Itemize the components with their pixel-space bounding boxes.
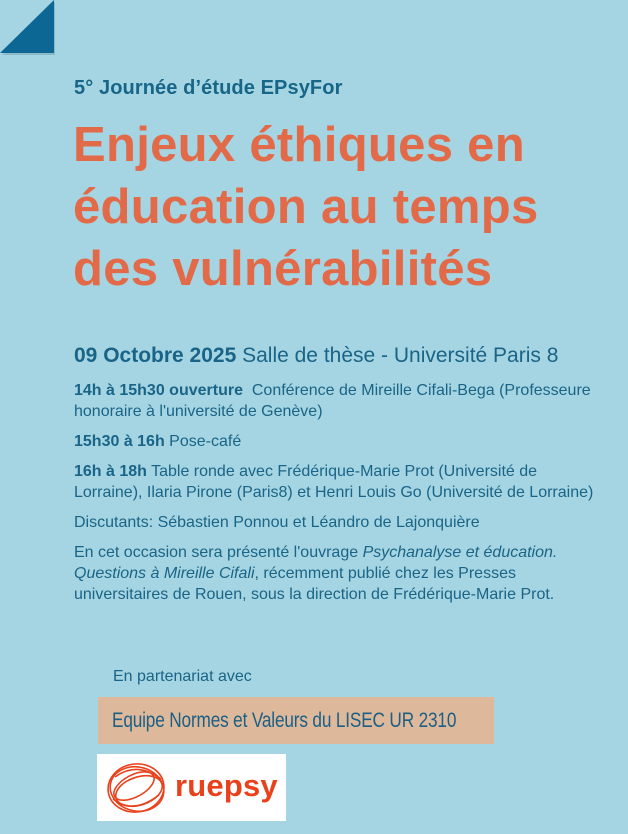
discussants: Discutants: Sébastien Ponnou et Léandro de Lajonquière (74, 514, 480, 531)
book-intro: En cet occasion sera présenté l'ouvrage (74, 544, 363, 561)
book-announcement (74, 542, 604, 605)
event-location: Salle de thèse - Université Paris 8 (236, 344, 559, 367)
scribble-globe-icon (103, 759, 169, 817)
program-item (74, 431, 604, 452)
event-subtitle: 5° Journée d’étude EPsyFor (74, 77, 343, 99)
program-text: Table ronde avec Frédérique-Marie Prot (Université de Lorraine), Ilaria Pirone (Paris8) et Henri Louis Go (Université de Lorraine) (74, 463, 594, 501)
partner-team-name: Equipe Normes et Valeurs du LISEC UR 2310 (112, 708, 457, 732)
program-item (74, 461, 604, 503)
title-line-1: Enjeux éthiques en (73, 118, 525, 172)
program-item (74, 380, 604, 422)
event-date: 09 Octobre 2025 (74, 344, 237, 367)
ruepsy-logo (97, 754, 286, 821)
book-outro: , récemment publié chez les Presses universitaires de Rouen, sous la direction de Frédérique-Marie Prot. (74, 565, 555, 603)
logo-text: ruepsy (175, 767, 278, 803)
program-text: Conférence de Mireille Cifali-Bega (Professeure honoraire à l'université de Genève) (74, 382, 596, 420)
book-title: Psychanalyse et éducation. Questions à Mireille Cifali (74, 544, 558, 582)
program-time: 14h à 15h30 ouverture (74, 382, 243, 399)
title-line-3: des vulnérabilités (73, 242, 493, 296)
event-title (73, 114, 613, 300)
corner-triangle-decoration (0, 0, 56, 56)
date-location (74, 344, 558, 368)
partner-team-banner (98, 697, 494, 744)
program-text: Pose-café (164, 433, 242, 450)
partner-label: En partenariat avec (113, 668, 252, 685)
program-time: 15h30 à 16h (74, 433, 165, 450)
program-time: 16h à 18h (74, 463, 147, 480)
program (74, 380, 604, 614)
title-line-2: éducation au temps (73, 180, 539, 234)
